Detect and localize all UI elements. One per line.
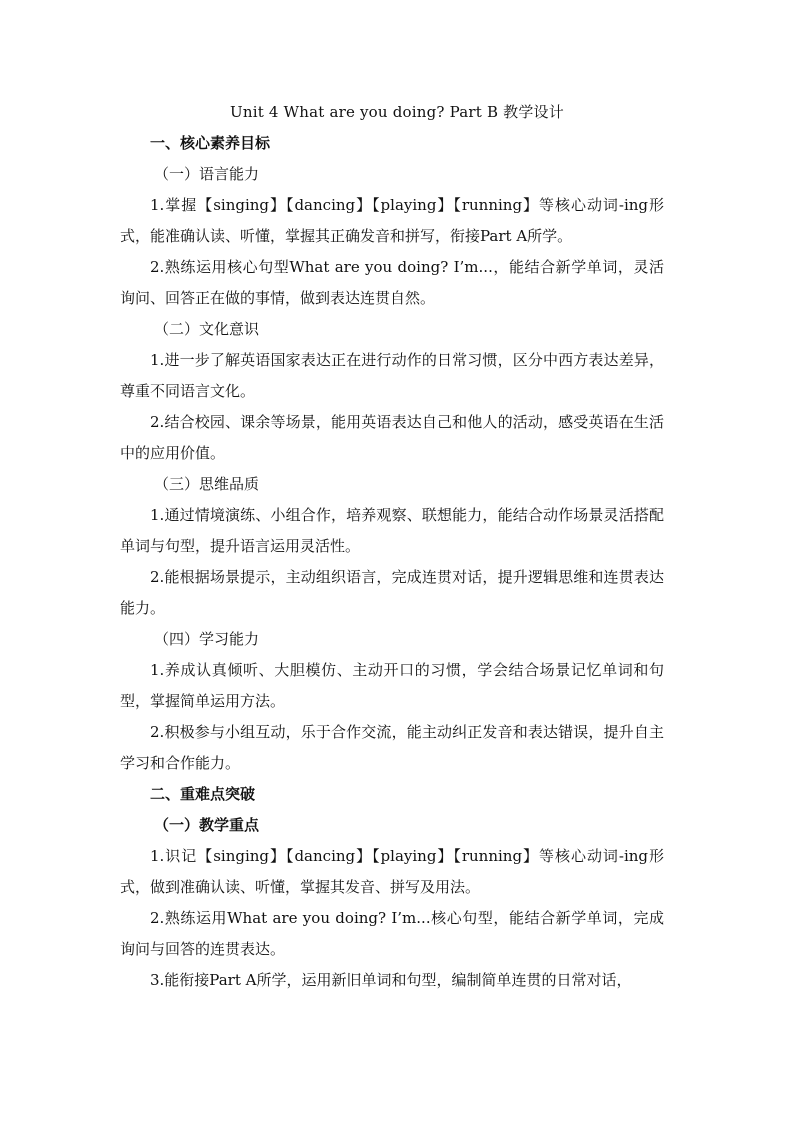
paragraph: 1.掌握【singing】【dancing】【playing】【running】等核心动词-ing形式，能准确认读、听懂，掌握其正确发音和拼写，衔接Part A所学。 bbox=[120, 196, 664, 245]
paragraph: 2.积极参与小组互动，乐于合作交流，能主动纠正发音和表达错误，提升自主学习和合作能力。 bbox=[120, 723, 664, 772]
paragraph: 1.进一步了解英语国家表达正在进行动作的日常习惯，区分中西方表达差异，尊重不同语言文化。 bbox=[120, 351, 664, 400]
section-heading-core-goals: 一、核心素养目标 bbox=[150, 134, 271, 152]
paragraph: 3.能衔接Part A所学，运用新旧单词和句型，编制简单连贯的日常对话， bbox=[150, 971, 632, 989]
subsection-label-language: （一）语言能力 bbox=[154, 165, 260, 183]
subsection-label-culture: （二）文化意识 bbox=[154, 320, 260, 338]
subsection-label-learning: （四）学习能力 bbox=[154, 630, 260, 648]
section-heading-key-points: 二、重难点突破 bbox=[150, 785, 256, 803]
subsection-label-teaching-focus: （一）教学重点 bbox=[154, 816, 260, 834]
paragraph: 2.结合校园、课余等场景，能用英语表达自己和他人的活动，感受英语在生活中的应用价值。 bbox=[120, 413, 664, 462]
paragraph: 2.熟练运用What are you doing? I’m...核心句型，能结合新学单词，完成询问与回答的连贯表达。 bbox=[120, 909, 664, 958]
paragraph: 2.能根据场景提示，主动组织语言，完成连贯对话，提升逻辑思维和连贯表达能力。 bbox=[120, 568, 664, 617]
paragraph: 1.识记【singing】【dancing】【playing】【running】等核心动词-ing形式，做到准确认读、听懂，掌握其发音、拼写及用法。 bbox=[120, 847, 664, 896]
document-body bbox=[120, 128, 664, 996]
document-title: Unit 4 What are you doing? Part B 教学设计 bbox=[230, 103, 564, 121]
paragraph: 1.养成认真倾听、大胆模仿、主动开口的习惯，学会结合场景记忆单词和句型，掌握简单运用方法。 bbox=[120, 661, 664, 710]
paragraph: 2.熟练运用核心句型What are you doing? I’m...，能结合新学单词，灵活询问、回答正在做的事情，做到表达连贯自然。 bbox=[120, 258, 664, 307]
subsection-label-thinking: （三）思维品质 bbox=[154, 475, 260, 493]
paragraph: 1.通过情境演练、小组合作，培养观察、联想能力，能结合动作场景灵活搭配单词与句型，提升语言运用灵活性。 bbox=[120, 506, 664, 555]
